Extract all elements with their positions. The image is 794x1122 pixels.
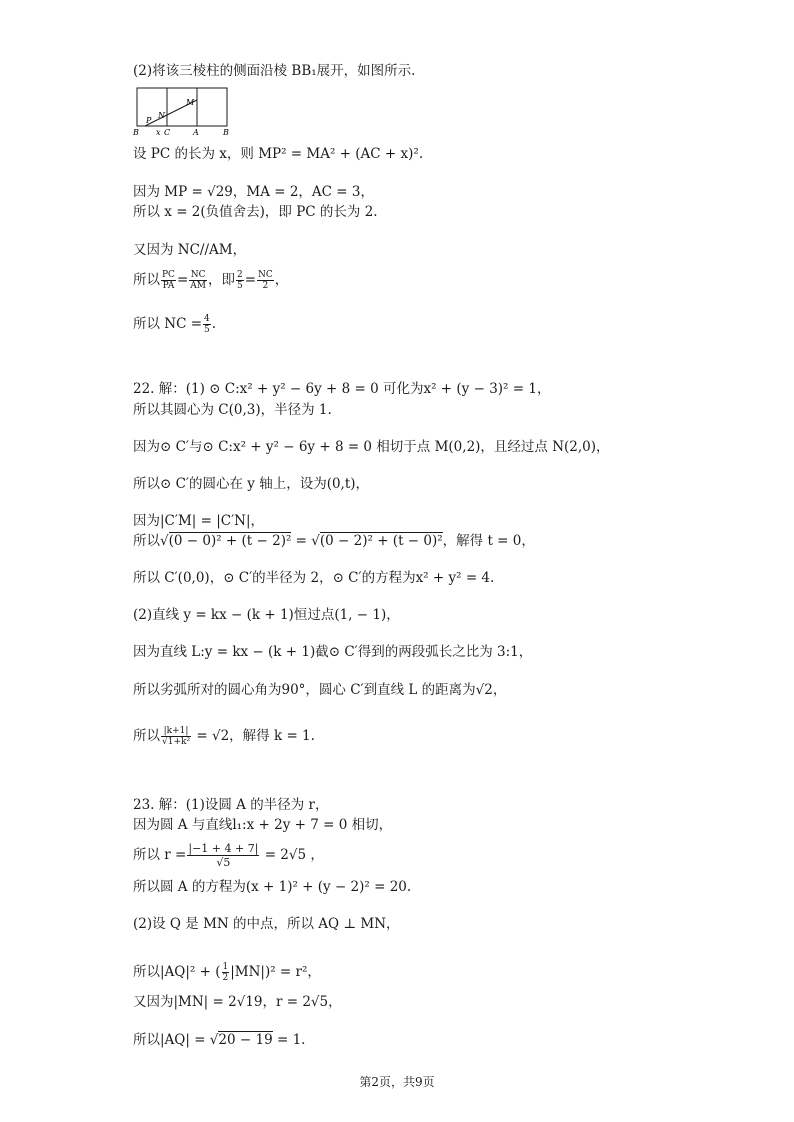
sec21-l7-end: .	[211, 316, 217, 332]
fig-label-m: M	[186, 98, 195, 107]
frac-num: 4	[204, 314, 210, 324]
sec22-l11-prefix: 所以	[133, 728, 160, 744]
frac-den: 5	[204, 325, 210, 335]
sec21-line5: 又因为 NC//AM，	[133, 242, 247, 258]
fraction-2-5	[236, 270, 244, 291]
sqrt-radicand-1: (0 − 0)² + (t − 2)²	[168, 533, 292, 549]
sec22-l6-prefix: 所以	[133, 533, 160, 549]
fraction-radius	[187, 842, 259, 869]
frac-num: |k+1|	[161, 726, 191, 737]
sec23-line4: 所以圆 A 的方程为(x + 1)² + (y − 2)² = 20.	[133, 879, 412, 895]
sec21-l6-end: ，	[274, 272, 289, 288]
frac-den: 2	[262, 281, 269, 291]
sec23-line1: 23. 解：(1)设圆 A 的半径为 r，	[133, 797, 329, 813]
sqrt-radicand: 1+k²	[167, 737, 191, 747]
fig-label-p: P	[146, 116, 152, 125]
sec21-line4: 所以 x = 2(负值舍去)，即 PC 的长为 2.	[133, 204, 378, 220]
sec23-line2: 因为圆 A 与直线l₁:x + 2y + 7 = 0 相切，	[133, 817, 393, 833]
sec23-l3-prefix: 所以 r =	[133, 847, 187, 863]
sec22-line9: 因为直线 L:y = kx − (k + 1)截⊙ C′得到的两段弧长之比为 3:1，	[133, 644, 533, 660]
sec22-line3: 因为⊙ C′与⊙ C:x² + y² − 6y + 8 = 0 相切于点 M(0,2)，且经过点 N(2,0)，	[133, 439, 610, 455]
sec23-l8-prefix: 所以|AQ| = √	[133, 1032, 219, 1048]
fraction-nc-am	[189, 270, 207, 291]
frac-num: PC	[162, 270, 175, 280]
fraction-4-5	[203, 314, 211, 335]
frac-num: 1	[222, 962, 229, 972]
sec22-line4: 所以⊙ C′的圆心在 y 轴上，设为(0,t)，	[133, 476, 370, 492]
sec22-l11-end: = √2，解得 k = 1.	[192, 728, 315, 744]
sec21-line3: 因为 MP = √29，MA = 2，AC = 3，	[133, 184, 374, 200]
fraction-distance	[161, 726, 191, 747]
sec21-l6-mid: ，即	[207, 272, 235, 288]
sec23-line5: (2)设 Q 是 MN 的中点，所以 AQ ⊥ MN，	[133, 916, 400, 932]
frac-num: NC	[190, 270, 206, 280]
sqrt-radicand-2: (0 − 2)² + (t − 0)²	[319, 533, 443, 549]
frac-den: √5	[216, 856, 231, 869]
sec22-l6-end: ，解得 t = 0，	[442, 533, 535, 549]
frac-den: 2	[222, 973, 229, 983]
frac-num: NC	[258, 270, 273, 280]
sec23-line6	[133, 962, 321, 983]
sec22-line1: 22. 解：(1) ⊙ C:x² + y² − 6y + 8 = 0 可化为x² + (y − 3)² = 1，	[133, 381, 551, 397]
sec23-line3	[133, 842, 324, 869]
fig-label-c: C	[164, 128, 171, 137]
sec21-line6	[133, 270, 288, 291]
fig-label-b1: B	[133, 128, 139, 137]
equals: =	[176, 272, 189, 288]
sec21-l7-prefix: 所以 NC =	[133, 316, 203, 332]
equals: =	[291, 533, 312, 549]
frac-den: AM	[190, 281, 206, 291]
sqrt-radicand: 5	[223, 856, 231, 869]
sec23-l3-end: = 2√5 ，	[260, 847, 324, 863]
sec22-line5: 因为|C′M| = |C′N|，	[133, 513, 265, 529]
sec21-l6-prefix: 所以	[133, 272, 160, 288]
fig-label-n: N	[158, 111, 165, 120]
equals: =	[244, 272, 257, 288]
sec21-line1: (2)将该三棱柱的侧面沿棱 BB₁展开，如图所示.	[133, 63, 416, 79]
sqrt-radicand: 20 − 19	[218, 1032, 273, 1048]
fig-label-b2: B	[223, 128, 229, 137]
sec23-l6-end: |MN|)² = r²，	[230, 964, 321, 980]
sec23-line7: 又因为|MN| = 2√19，r = 2√5，	[133, 994, 342, 1010]
fraction-1-2	[222, 962, 230, 983]
page-footer: 第2页，共9页	[359, 1075, 435, 1089]
sec22-line11	[133, 726, 315, 747]
sec21-line7	[133, 314, 216, 335]
sec22-line8: (2)直线 y = kx − (k + 1)恒过点(1, − 1)，	[133, 607, 400, 623]
sec23-l8-end: = 1.	[272, 1032, 306, 1048]
fraction-nc-2	[257, 270, 274, 291]
sec22-line2: 所以其圆心为 C(0,3)，半径为 1.	[133, 402, 332, 418]
fig-label-a: A	[193, 128, 199, 137]
sec22-line6: 所以√(0 − 0)² + (t − 2)² = √(0 − 2)² + (t − 0)²，解得 t = 0，	[133, 533, 535, 549]
frac-den: PA	[162, 281, 175, 291]
frac-den: 5	[236, 281, 243, 291]
frac-num: |−1 + 4 + 7|	[188, 842, 259, 855]
sec22-line10: 所以劣弧所对的圆心角为90°，圆心 C′到直线 L 的距离为√2，	[133, 682, 507, 698]
unfolded-prism-figure	[131, 86, 233, 138]
fig-label-x: x	[156, 128, 161, 137]
sec23-l6-prefix: 所以|AQ|² + (	[133, 964, 221, 980]
frac-den: √1+k²	[162, 737, 191, 747]
sec23-line8	[133, 1031, 305, 1049]
frac-num: 2	[236, 270, 243, 280]
sec22-line7: 所以 C′(0,0)，⊙ C′的半径为 2，⊙ C′的方程为x² + y² = 4.	[133, 570, 495, 586]
sec21-line2: 设 PC 的长为 x，则 MP² = MA² + (AC + x)².	[133, 146, 424, 162]
fraction-pc-pa	[161, 270, 176, 291]
